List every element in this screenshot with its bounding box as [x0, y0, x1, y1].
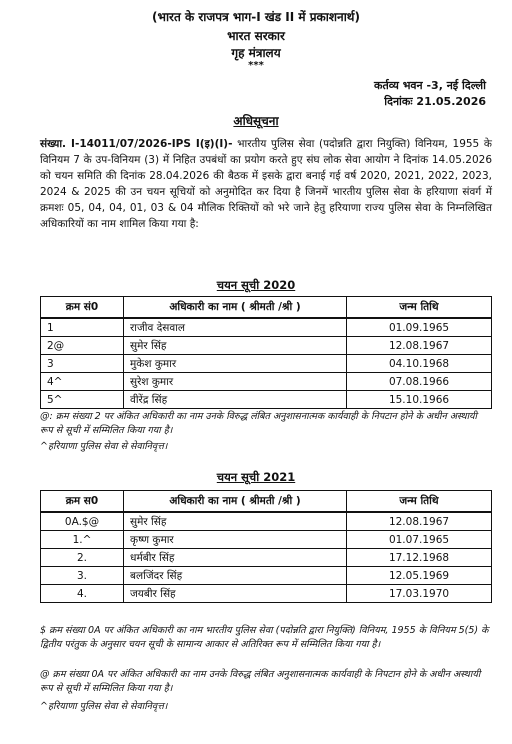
- serial-cell: 4^: [41, 373, 124, 391]
- list-2021-table: [40, 490, 492, 603]
- serial-cell: 5^: [41, 391, 124, 409]
- dob-cell: 12.08.1967: [347, 337, 492, 355]
- office-address: कर्तव्य भवन -3, नई दिल्ली: [374, 79, 486, 92]
- serial-cell: 2.: [41, 549, 124, 567]
- dob-cell: 15.10.1966: [347, 391, 492, 409]
- table-row: [41, 531, 492, 549]
- notice-date: दिनांकः 21.05.2026: [384, 95, 486, 108]
- name-cell: मुकेश कुमार: [124, 355, 347, 373]
- serial-cell: 2@: [41, 337, 124, 355]
- table-row: [41, 549, 492, 567]
- list-2021-footnote-retired: ^हरियाणा पुलिस सेवा से सेवानिवृत्त।: [40, 701, 168, 712]
- list-2020-footnote-retired: ^हरियाणा पुलिस सेवा से सेवानिवृत्त।: [40, 441, 168, 452]
- column-header-name: अधिकारी का नाम ( श्रीमती /श्री ): [124, 297, 347, 319]
- address-block: [374, 78, 486, 110]
- table-row: [41, 373, 492, 391]
- table-row: [41, 585, 492, 603]
- name-cell: सुरेश कुमार: [124, 373, 347, 391]
- name-cell: बलजिंदर सिंह: [124, 567, 347, 585]
- serial-cell: 3: [41, 355, 124, 373]
- name-cell: धर्मबीर सिंह: [124, 549, 347, 567]
- notification-body: भारतीय पुलिस सेवा (पदोन्नति द्वारा नियुक्ति) विनियम, 1955 के विनियम 7 के उप-विनियम (3) में निहित उपबंधों का प्रयोग करते हुए संघ लोक सेवा आयोग ने दिनांक 14.05.2026 को चयन समिति की दिनांक 28.04.2026 की बैठक में इसके द्वारा बनाई गई वर्ष 2020, 2021, 2022, 2023, 2024 & 2025 की उन चयन सूचियों को अनुमोदित कर दिया है जिनमें भारतीय पुलिस सेवा के हरियाणा संवर्ग में क्रमशः 05, 04, 04, 01, 03 & 04 मौलिक रिक्तियों को भरे जाने हेतु हरियाणा राज्य पुलिस सेवा के निम्नलिखित अधिकारियों का नाम शामिल किया गया है:: [40, 138, 492, 230]
- name-cell: राजीव देसवाल: [124, 318, 347, 337]
- notification-paragraph: [40, 136, 492, 232]
- serial-cell: 3.: [41, 567, 124, 585]
- ministry-title: गृह मंत्रालय: [231, 46, 281, 60]
- name-cell: सुमेर सिंह: [124, 337, 347, 355]
- table-row: [41, 391, 492, 409]
- dob-cell: 12.05.1969: [347, 567, 492, 585]
- name-cell: कृष्ण कुमार: [124, 531, 347, 549]
- list-2020-title: चयन सूची 2020: [216, 278, 296, 292]
- notification-title: अधिसूचना: [233, 114, 279, 128]
- serial-cell: 0A.$@: [41, 512, 124, 531]
- table-row: [41, 355, 492, 373]
- column-header-serial: क्रम स0: [41, 491, 124, 513]
- list-2021-footnote-provisional: @ क्रम संख्या 0A पर अंकित अधिकारी का नाम उनके विरुद्ध लंबित अनुशासनात्मक कार्यवाही के निपटान होने के अधीन अस्थायी रूप से सूची में सम्मिलित किया गया है।: [40, 669, 481, 694]
- serial-cell: 1: [41, 318, 124, 337]
- table-header-row: [41, 297, 492, 319]
- table-row: [41, 337, 492, 355]
- list-2020-table: [40, 296, 492, 409]
- dob-cell: 12.08.1967: [347, 512, 492, 531]
- dob-cell: 07.08.1966: [347, 373, 492, 391]
- list-2021-footnote-additional: $ क्रम संख्या 0A पर अंकित अधिकारी का नाम भारतीय पुलिस सेवा (पदोन्नति द्वारा नियुक्ति) विनियम, 1955 के विनियम 5(5) के द्वितीय परंतुक के अनुसार चयन सूची के सामान्य आकार से अतिरिक्त रूप में सम्मिलित किया गया है।: [40, 625, 489, 650]
- table-row: [41, 512, 492, 531]
- dob-cell: 01.09.1965: [347, 318, 492, 337]
- government-title: भारत सरकार: [227, 29, 285, 43]
- column-header-serial: क्रम सं0: [41, 297, 124, 319]
- column-header-dob: जन्म तिथि: [347, 297, 492, 319]
- serial-cell: 4.: [41, 585, 124, 603]
- name-cell: जयबीर सिंह: [124, 585, 347, 603]
- table-row: [41, 567, 492, 585]
- serial-cell: 1.^: [41, 531, 124, 549]
- name-cell: वीरेंद्र सिंह: [124, 391, 347, 409]
- dob-cell: 17.12.1968: [347, 549, 492, 567]
- list-2020-footnote-provisional: @: क्रम संख्या 2 पर अंकित अधिकारी का नाम उनके विरुद्ध लंबित अनुशासनात्मक कार्यवाही के निपटान होने के अधीन अस्थायी रूप से सूची में सम्मिलित किया गया है।: [40, 411, 478, 436]
- column-header-dob: जन्म तिथि: [347, 491, 492, 513]
- name-cell: सुमेर सिंह: [124, 512, 347, 531]
- list-2021-title: चयन सूची 2021: [216, 470, 296, 484]
- gazette-line: (भारत के राजपत्र भाग-I खंड II में प्रकाशनार्थ): [152, 10, 360, 24]
- table-row: [41, 318, 492, 337]
- notification-number: संख्या. I-14011/07/2026-IPS I(इ)(I)-: [40, 138, 233, 150]
- dob-cell: 17.03.1970: [347, 585, 492, 603]
- stars-separator: ***: [248, 60, 264, 71]
- column-header-name: अधिकारी का नाम ( श्रीमती /श्री ): [124, 491, 347, 513]
- table-header-row: [41, 491, 492, 513]
- dob-cell: 04.10.1968: [347, 355, 492, 373]
- dob-cell: 01.07.1965: [347, 531, 492, 549]
